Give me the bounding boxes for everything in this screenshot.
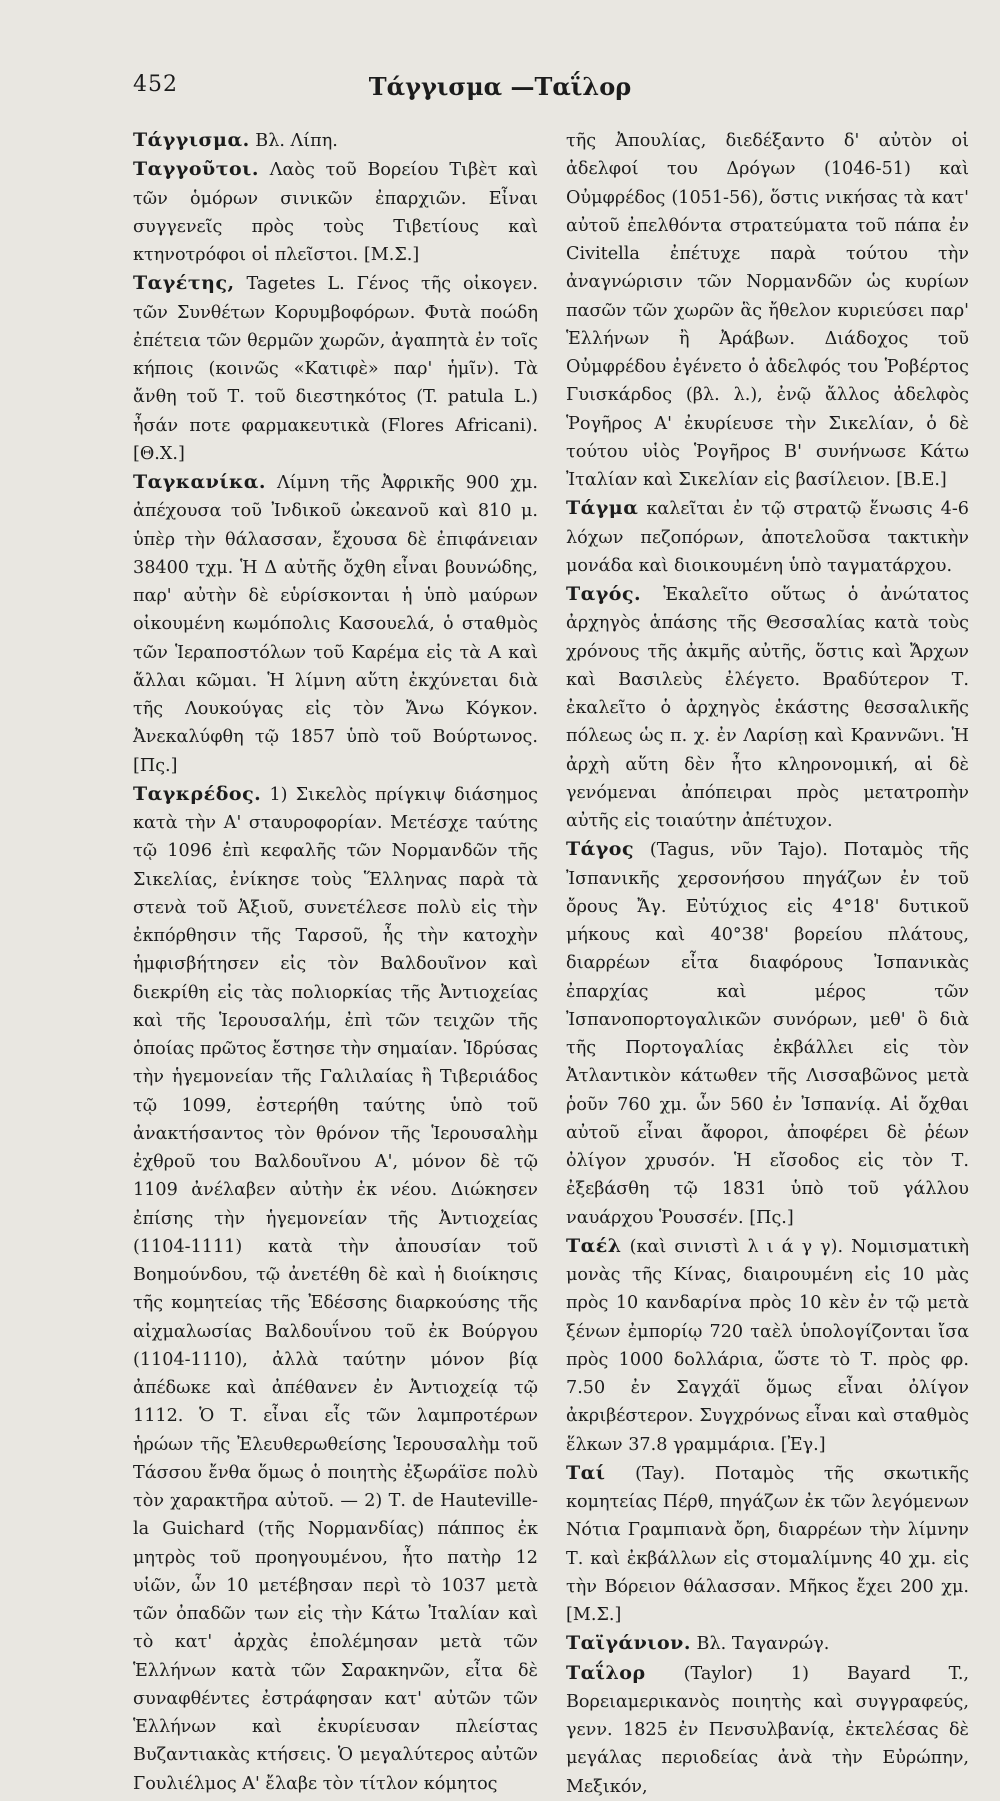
page-number: 452 (133, 72, 178, 97)
entry-headword: Τάγμα (566, 497, 639, 520)
entry-text: (Taylor) 1) Bayard T., Βορειαμερικανὸς ποιητὴς καὶ συγγραφεύς, γενν. 1825 ἐν Πενσυλβανίᾳ, ἐκτελέσας δὲ μεγάλας περιοδείας ἀνὰ τὴν Εὐρώπην, Μεξικόν, (566, 1663, 969, 1797)
entry (133, 468, 538, 780)
entry-headword: Ταγγοῦτοι. (133, 158, 259, 181)
entry-text: καλεῖται ἐν τῷ στρατῷ ἕνωσις 4-6 λόχων πεζοπόρων, ἀποτελοῦσα τακτικὴν μονάδα καὶ διοικουμένη ὑπὸ ταγματάρχου. (566, 499, 969, 576)
entry (133, 269, 538, 468)
entry-text: Ἐκαλεῖτο οὕτως ὁ ἀνώτατος ἀρχηγὸς ἁπάσης τῆς Θεσσαλίας κατὰ τοὺς χρόνους τῆς ἀκμῆς αὐτῆς, ὅστις καὶ Ἄρχων καὶ Βασιλεὺς ἐλέγετο. Βραδύτερον Τ. ἐκαλεῖτο ὁ ἀρχηγὸς ἑκάστης θεσσαλικῆς πόλεως ὡς π. χ. ἐν Λαρίσῃ καὶ Κραννῶνι. Ἡ ἀρχὴ αὕτη δὲν ἦτο κληρονομική, αἱ δὲ γενόμεναι ἀπόπειραι πρὸς μετατροπὴν αὐτῆς εἰς τοιαύτην ἀπέτυχον. (566, 585, 969, 831)
entry-headword: Ταί (566, 1461, 606, 1484)
entry-text: (Tagus, νῦν Tajo). Ποταμὸς τῆς Ἰσπανικῆς χερσονήσου πηγάζων ἐν τοῦ ὄρους Ἄγ. Εὐτύχιος εἰς 4°18' δυτικοῦ μήκους καὶ 40°38' βορείου πλάτους, διαρρέων εἶτα διαφόρους Ἰσπανικὰς ἐπαρχίας καὶ μέρος τῶν Ἰσπανοπορτογαλικῶν συνόρων, μεθ' ὃ διὰ τῆς Πορτογαλίας ἐκβάλλει εἰς τὸν Ἀτλαντικὸν κάτωθεν τῆς Λισσαβῶνος μετὰ ῥοῦν 760 χμ. ὧν 560 ἐν Ἰσπανίᾳ. Αἱ ὄχθαι αὐτοῦ εἶναι ἄφοροι, ἀποφέρει δὲ ῥέων ὀλίγον χρυσόν. Ἡ εἴσοδος εἰς τὸν Τ. ἐξεβάσθη τῷ 1831 ὑπὸ τοῦ γάλλου ναυάρχου Ῥουσσέν. [Πς.] (566, 840, 969, 1228)
entry (133, 780, 538, 1798)
entry-text: (καὶ σινιστὶ λ ι ά γ γ). Νομισματικὴ μονὰς τῆς Κίνας, διαιρουμένη εἰς 10 μὰς πρὸς 10 κανδαρίνα πρὸς 10 κὲν ἐν τῷ μετὰ ξένων ἐμπορίῳ 720 ταὲλ ὑπολογίζονται ἴσα πρὸς 1000 δολλάρια, ὥστε τὸ Τ. πρὸς φρ. 7.50 ἐν Σαγχάϊ ὅμως εἶναι ὀλίγον ἀκριβέστερον. Συγχρόνως εἶναι καὶ σταθμὸς ἕλκων 37.8 γραμμάρια. [Ἐγ.] (566, 1236, 969, 1455)
entry-headword: Ταγκανίκα. (133, 471, 267, 493)
entry-headword: Τάγος (566, 838, 635, 861)
entry (566, 1459, 969, 1630)
entry-headword: Ταέλ (566, 1234, 622, 1257)
entry (133, 126, 538, 155)
entry-text: τῆς Ἀπουλίας, διεδέξαντο δ' αὐτὸν οἱ ἀδελφοί του Δρόγων (1046-51) καὶ Οὐμφρέδος (1051-56), ὅστις νικήσας τὰ κατ' αὐτοῦ ἐπελθόντα στρατεύματα τοῦ πάπα ἐν Civitella ἐπέτυχε παρὰ τούτου τὴν ἀναγνώρισιν τῶν Νορμανδῶν ὡς κυρίων πασῶν τῶν χωρῶν ἃς ἤθελον κυριεύσει παρ' Ἑλλήνων ἢ Ἀράβων. Διάδοχος τοῦ Οὐμφρέδου ἐγένετο ὁ ἀδελφός του Ῥοβέρτος Γυισκάρδος (βλ. λ.), ἐνῷ ἄλλος ἀδελφὸς Ῥογῆρος Α' ἐκυρίευσε τὴν Σικελίαν, ὁ δὲ τούτου υἱὸς Ῥογῆρος Β' συνήνωσε Κάτω Ἰταλίαν καὶ Σικελίαν εἰς βασίλειον. [Β.Ε.] (566, 131, 969, 490)
entry (566, 1629, 969, 1658)
entry-text: Λίμνη τῆς Ἀφρικῆς 900 χμ. ἀπέχουσα τοῦ Ἰνδικοῦ ὠκεανοῦ καὶ 810 μ. ὑπὲρ τὴν θάλασσαν, ἔχουσα δὲ ἐπιφάνειαν 38400 τχμ. Ἡ Δ αὐτῆς ὄχθη εἶναι βουνώδης, παρ' αὐτὴν δὲ εὑρίσκονται ἡ ὑπὸ μαύρων οἰκουμένη κωμόπολις Κασουελά, ὁ σταθμὸς τῶν Ἱεραποστόλων τοῦ Καρέμα εἰς τὰ Α καὶ ἄλλαι κῶμαι. Ἡ λίμνη αὕτη ἐκχύνεται διὰ τῆς Λουκούγας εἰς τὸν Ἄνω Κόγκον. Ἀνεκαλύφθη τῷ 1857 ὑπὸ τοῦ Βούρτωνος. [Πς.] (133, 473, 538, 776)
entry (566, 835, 969, 1232)
entry (566, 580, 969, 835)
entry-headword: Ταγέτης, (133, 272, 235, 295)
entry-headword: Ταγκρέδος. (133, 782, 262, 805)
entry (566, 1232, 969, 1459)
entry (566, 1659, 969, 1801)
entry-headword: Ταγός. (566, 583, 642, 605)
left-column (133, 126, 538, 1798)
entry-headword: Ταΐλορ (566, 1661, 646, 1684)
entry-headword: Τάγγισμα. (133, 129, 250, 151)
running-head: Τάγγισμα —Ταΐλορ (368, 72, 632, 101)
entry (566, 494, 969, 580)
right-column (566, 126, 969, 1801)
entry (566, 126, 969, 494)
entry-text: Λαὸς τοῦ Βορείου Τιβὲτ καὶ τῶν ὁμόρων σινικῶν ἐπαρχιῶν. Εἶναι συγγενεῖς πρὸς τοὺς Τιβετίους καὶ κτηνοτρόφοι οἱ πλεῖστοι. [Μ.Σ.] (133, 160, 538, 265)
entry-text: (Tay). Ποταμὸς τῆς σκωτικῆς κομητείας Πέρθ, πηγάζων ἐκ τῶν λεγόμενων Νότια Γραμπιανὰ ὄρη, διαρρέων τὴν λίμνην Τ. καὶ ἐκβάλλων εἰς στομαλίμνης 40 χμ. εἰς τὴν Βόρειον θάλασσαν. Μῆκος ἔχει 200 χμ. [Μ.Σ.] (566, 1463, 969, 1625)
entry-text: Tagetes L. Γένος τῆς οἰκογεν. τῶν Συνθέτων Κορυμβοφόρων. Φυτὰ ποώδη ἐπέτεια τῶν θερμῶν χωρῶν, ἀγαπητὰ ἐν τοῖς κήποις (κοινῶς «Κατιφὲ» παρ' ἡμῖν). Τὰ ἄνθη τοῦ Τ. τοῦ διεστηκότος (T. patula L.) ἦσάν ποτε φαρμακευτικὰ (Flores Africani). [Θ.Χ.] (133, 274, 538, 464)
entry-headword: Ταϊγάνιον. (566, 1632, 691, 1655)
entry-text: Βλ. Λίπη. (249, 131, 338, 151)
entry-text: Βλ. Ταγανρώγ. (690, 1634, 830, 1655)
entry-text: 1) Σικελὸς πρίγκιψ διάσημος κατὰ τὴν Α' σταυροφορίαν. Μετέσχε ταύτης τῷ 1096 ἐπὶ κεφαλῆς τῶν Νορμανδῶν τῆς Σικελίας, ἐνίκησε τοὺς Ἕλληνας παρὰ τὰ στενὰ τοῦ Ἀξιοῦ, συνετέλεσε πολὺ εἰς τὴν ἐκπόρθησιν τῆς Ταρσοῦ, ἧς τὴν κατοχὴν ἠμφισβήτησεν εἰς τὸν Βαλδουῖνον καὶ διεκρίθη εἰς τὰς πολιορκίας τῆς Ἀντιοχείας καὶ τῆς Ἱερουσαλήμ, ἐπὶ τῶν τειχῶν τῆς ὁποίας πρῶτος ἔστησε τὴν σημαίαν. Ἱδρύσας τὴν ἡγεμονείαν τῆς Γαλιλαίας ἢ Τιβεριάδος τῷ 1099, ἐστερήθη ταύτης ὑπὸ τοῦ ἀνακτήσαντος τὸν θρόνον τῆς Ἱερουσαλὴμ ἐχθροῦ του Βαλδουῖνου Α', μόνον δὲ τῷ 1109 ἀνέλαβεν αὐτὴν ἐκ νέου. Διώκησεν ἐπίσης τὴν ἡγεμονείαν τῆς Ἀντιοχείας (1104-1111) κατὰ τὴν ἀπουσίαν τοῦ Βοημούνδου, τῷ ἀνετέθη δὲ καὶ ἡ διοίκησις τῆς κομητείας τῆς Ἐδέσσης διαρκούσης τῆς αἰχμαλωσίας Βαλδουΐνου τοῦ ἐκ Βούργου (1104-1110), ἀλλὰ ταύτην μόνον βίᾳ ἀπέδωκε καὶ ἀπέθανεν ἐν Ἀντιοχείᾳ τῷ 1112. Ὁ Τ. εἶναι εἷς τῶν λαμπροτέρων ἡρώων τῆς Ἐλευθερωθείσης Ἱερουσαλὴμ τοῦ Τάσσου ἔνθα ὅμως ὁ ποιητὴς ἐξωράϊσε πολὺ τὸν χαρακτῆρα αὐτοῦ. — 2) Τ. de Hauteville-la Guichard (τῆς Νορμανδίας) πάππος ἐκ μητρὸς τοῦ προηγουμένου, ἦτο πατὴρ 12 υἱῶν, ὧν 10 μετέβησαν περὶ τὸ 1037 μετὰ τῶν ὀπαδῶν των εἰς τὴν Κάτω Ἰταλίαν καὶ τὸ κατ' ἀρχὰς ἐπολέμησαν μετὰ τῶν Ἑλλήνων κατὰ τῶν Σαρακηνῶν, εἶτα δὲ συναφθέντες ἐστράφησαν κατ' αὐτῶν τῶν Ἑλλήνων καὶ ἐκυρίευσαν πλείστας Βυζαντιακὰς κτήσεις. Ὁ μεγαλύτερος αὐτῶν Γουλιέλμος Α' ἔλαβε τὸν τίτλον κόμητος (133, 784, 538, 1794)
entry (133, 155, 538, 269)
